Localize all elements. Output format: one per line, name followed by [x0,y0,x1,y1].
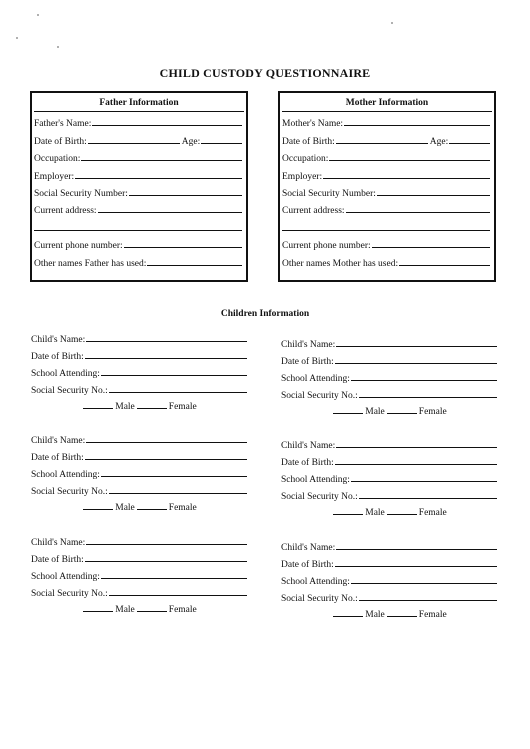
father-dob-field[interactable] [88,143,180,144]
child-female-field[interactable] [387,413,417,414]
mother-name-field[interactable] [344,125,490,126]
scan-speck [391,22,393,24]
father-name-label: Father's Name: [34,119,92,130]
child-school-field[interactable] [101,476,247,477]
father-name-field[interactable] [92,125,242,126]
child-ssn-label: Social Security No.: [281,391,358,401]
child-ssn-field[interactable] [109,493,247,494]
child-name-field[interactable] [86,442,247,443]
child-name-label: Child's Name: [31,436,86,446]
child-female-field[interactable] [137,408,167,409]
child-male-label: Male [115,503,135,513]
child-dob-label: Date of Birth: [281,560,334,570]
mother-occupation-field[interactable] [329,160,490,161]
child-female-field[interactable] [137,611,167,612]
mother-occupation-label: Occupation: [282,154,329,165]
mother-occupation-row [282,147,492,164]
father-other-names-field[interactable] [147,265,242,266]
child-name-label: Child's Name: [281,441,336,451]
child-female-field[interactable] [137,509,167,510]
child-block-4 [281,434,499,518]
mother-dob-label: Date of Birth: [282,136,335,147]
child-school-field[interactable] [351,481,497,482]
child-ssn-label: Social Security No.: [31,589,108,599]
father-other-names-label: Other names Father has used: [34,258,147,269]
mother-ssn-field[interactable] [377,195,490,196]
mother-employer-field[interactable] [323,178,490,179]
child-ssn-field[interactable] [359,397,497,398]
mother-age-field[interactable] [449,143,490,144]
father-employer-field[interactable] [75,178,242,179]
child-female-field[interactable] [387,514,417,515]
child-dob-label: Date of Birth: [281,458,334,468]
father-information-box [30,91,248,282]
mother-address-label: Current address: [282,206,345,217]
mother-other-names-label: Other names Mother has used: [282,258,399,269]
child-dob-label: Date of Birth: [31,352,84,362]
child-name-label: Child's Name: [31,335,86,345]
child-name-field[interactable] [86,341,247,342]
father-occupation-row [34,147,244,164]
mother-other-names-row [282,251,492,268]
child-school-field[interactable] [351,380,497,381]
mother-information-heading: Mother Information [282,95,492,112]
child-male-field[interactable] [83,611,113,612]
child-male-field[interactable] [333,514,363,515]
mother-ssn-label: Social Security Number: [282,188,376,199]
father-occupation-label: Occupation: [34,154,81,165]
child-block-1 [31,328,249,412]
child-school-field[interactable] [351,583,497,584]
child-male-label: Male [365,407,385,417]
father-address-row [34,199,244,216]
child-ssn-label: Social Security No.: [31,386,108,396]
child-male-label: Male [115,605,135,615]
mother-phone-label: Current phone number: [282,241,371,252]
children-information-heading: Children Information [220,309,310,319]
child-name-label: Child's Name: [31,538,86,548]
scan-speck [16,37,18,39]
child-female-label: Female [168,402,197,412]
scan-speck [37,14,39,16]
child-dob-label: Date of Birth: [31,453,84,463]
child-name-field[interactable] [336,447,497,448]
mother-name-label: Mother's Name: [282,119,344,130]
child-school-label: School Attending: [31,369,100,379]
father-information-heading: Father Information [34,95,244,112]
child-dob-field[interactable] [335,464,497,465]
mother-age-label: Age: [429,136,449,147]
child-name-field[interactable] [336,346,497,347]
mother-dob-field[interactable] [336,143,428,144]
child-female-label: Female [418,610,447,620]
father-other-names-row [34,251,244,268]
child-school-label: School Attending: [31,470,100,480]
child-name-field[interactable] [86,544,247,545]
mother-employer-label: Employer: [282,171,323,182]
child-block-6 [281,536,499,620]
child-male-field[interactable] [333,413,363,414]
child-male-field[interactable] [83,509,113,510]
child-school-label: School Attending: [281,374,350,384]
father-address-field-2[interactable] [34,230,242,231]
child-block-5 [31,531,249,615]
mother-employer-row [282,164,492,181]
child-ssn-field[interactable] [109,392,247,393]
child-male-label: Male [365,508,385,518]
child-male-label: Male [115,402,135,412]
mother-ssn-row [282,182,492,199]
mother-other-names-field[interactable] [399,265,490,266]
scan-speck [57,46,59,48]
father-ssn-row [34,182,244,199]
child-ssn-field[interactable] [359,498,497,499]
child-name-label: Child's Name: [281,340,336,350]
father-phone-field[interactable] [124,247,242,248]
father-phone-row [34,234,244,251]
mother-address-field-2[interactable] [282,230,490,231]
page-title: CHILD CUSTODY QUESTIONNAIRE [159,66,371,80]
child-school-label: School Attending: [31,572,100,582]
mother-information-box [278,91,496,282]
child-dob-field[interactable] [335,566,497,567]
mother-name-row [282,112,492,129]
child-female-label: Female [168,503,197,513]
child-ssn-label: Social Security No.: [281,492,358,502]
mother-phone-field[interactable] [372,247,490,248]
child-name-field[interactable] [336,549,497,550]
child-male-field[interactable] [333,616,363,617]
child-school-label: School Attending: [281,577,350,587]
child-school-field[interactable] [101,375,247,376]
father-ssn-label: Social Security Number: [34,188,128,199]
child-ssn-field[interactable] [109,595,247,596]
father-occupation-field[interactable] [81,160,242,161]
father-name-row [34,112,244,129]
father-phone-label: Current phone number: [34,241,123,252]
child-school-label: School Attending: [281,475,350,485]
child-female-label: Female [418,508,447,518]
child-dob-label: Date of Birth: [281,357,334,367]
child-block-2 [281,333,499,417]
child-school-field[interactable] [101,578,247,579]
child-male-label: Male [365,610,385,620]
father-age-field[interactable] [201,143,242,144]
mother-address-field[interactable] [346,212,490,213]
child-ssn-label: Social Security No.: [281,594,358,604]
child-ssn-field[interactable] [359,600,497,601]
child-female-field[interactable] [387,616,417,617]
father-dob-row [34,129,244,146]
child-dob-field[interactable] [85,358,247,359]
father-address-field[interactable] [98,212,242,213]
child-block-3 [31,429,249,513]
child-female-label: Female [168,605,197,615]
mother-address-row-2 [282,216,492,233]
child-dob-field[interactable] [85,459,247,460]
child-male-field[interactable] [83,408,113,409]
mother-phone-row [282,234,492,251]
father-age-label: Age: [181,136,201,147]
father-address-row-2 [34,216,244,233]
mother-address-row [282,199,492,216]
child-dob-label: Date of Birth: [31,555,84,565]
father-employer-row [34,164,244,181]
child-female-label: Female [418,407,447,417]
father-dob-label: Date of Birth: [34,136,87,147]
child-name-label: Child's Name: [281,543,336,553]
father-address-label: Current address: [34,206,97,217]
child-dob-field[interactable] [335,363,497,364]
child-dob-field[interactable] [85,561,247,562]
mother-dob-row [282,129,492,146]
child-ssn-label: Social Security No.: [31,487,108,497]
father-ssn-field[interactable] [129,195,242,196]
father-employer-label: Employer: [34,171,75,182]
